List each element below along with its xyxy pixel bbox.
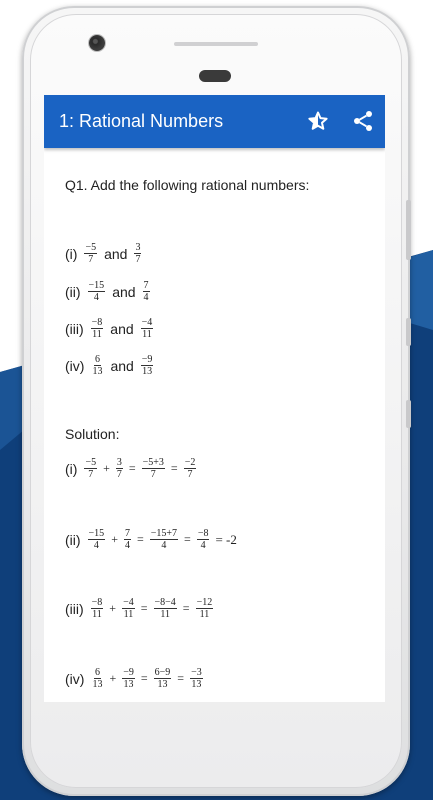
numerator: −2	[184, 457, 196, 468]
numerator: −5	[85, 457, 97, 468]
app-screen	[44, 95, 385, 702]
fraction	[124, 528, 131, 551]
denominator: 11	[142, 329, 152, 340]
plus-operator: +	[109, 601, 117, 615]
fraction	[116, 457, 123, 480]
fraction	[91, 597, 104, 620]
star-icon[interactable]	[306, 109, 330, 133]
fraction	[91, 317, 104, 340]
denominator: 7	[116, 469, 122, 480]
equals-operator: =	[140, 671, 148, 685]
numerator: −15+7	[150, 528, 178, 539]
app-bar	[44, 95, 385, 148]
denominator: 4	[143, 292, 149, 303]
denominator: 7	[88, 469, 94, 480]
denominator: 4	[124, 540, 130, 551]
question-item	[65, 280, 153, 303]
numerator: 6	[94, 354, 100, 365]
equals-operator: =	[140, 601, 148, 615]
solution-heading: Solution:	[65, 426, 120, 442]
solution-step	[65, 667, 212, 690]
denominator: 4	[93, 540, 99, 551]
numerator: 6	[94, 667, 100, 678]
question-item	[65, 242, 144, 265]
denominator: 7	[187, 469, 193, 480]
numerator: −12	[196, 597, 213, 608]
numerator: 6−9	[154, 667, 171, 678]
denominator: 13	[142, 366, 153, 377]
denominator: 7	[135, 254, 141, 265]
numerator: −15	[88, 280, 105, 291]
denominator: 13	[92, 679, 103, 690]
denominator: 4	[200, 540, 206, 551]
numerator: −9	[141, 354, 153, 365]
fraction	[88, 528, 106, 551]
fraction	[84, 457, 97, 480]
fraction	[91, 667, 103, 690]
item-label: (iv)	[65, 670, 85, 687]
joiner-text: and	[110, 320, 134, 337]
equals-operator: =	[184, 532, 191, 546]
numerator: −8	[91, 317, 103, 328]
joiner-text: and	[112, 283, 136, 300]
fraction	[122, 667, 135, 690]
numerator: 7	[143, 280, 149, 291]
item-label: (ii)	[65, 531, 81, 548]
solution-step	[65, 597, 222, 620]
fraction	[197, 528, 210, 551]
denominator: 7	[88, 254, 94, 265]
equals-operator: =	[128, 461, 136, 475]
denominator: 13	[123, 679, 134, 690]
numerator: −9	[123, 667, 134, 678]
fraction	[141, 354, 154, 377]
numerator: 7	[124, 528, 130, 539]
numerator: −3	[191, 667, 202, 678]
fraction	[196, 597, 214, 620]
numerator: −4	[141, 317, 153, 328]
question-item	[65, 317, 156, 340]
fraction	[88, 280, 106, 303]
equals-operator: =	[170, 461, 178, 475]
numerator: −8	[91, 597, 103, 608]
joiner-text: and	[110, 357, 134, 374]
item-label: (iii)	[65, 320, 84, 337]
volume-button	[406, 318, 411, 346]
front-camera	[89, 35, 105, 51]
denominator: 13	[157, 679, 168, 690]
fraction	[142, 457, 165, 480]
fraction	[122, 597, 135, 620]
question-item	[65, 354, 156, 377]
item-label: (i)	[65, 460, 78, 477]
denominator: 7	[150, 469, 156, 480]
item-label: (iii)	[65, 600, 84, 617]
equals-operator: =	[182, 601, 190, 615]
solution-step	[65, 457, 205, 480]
denominator: 11	[199, 609, 210, 620]
volume-button-lower	[406, 400, 411, 428]
denominator: 11	[92, 609, 102, 620]
item-label: (ii)	[65, 283, 81, 300]
fraction	[84, 242, 97, 265]
equals-operator: =	[177, 671, 185, 685]
denominator: 11	[123, 609, 134, 620]
app-bar-title: 1: Rational Numbers	[59, 111, 224, 131]
denominator: 13	[92, 366, 103, 377]
question-heading: Q1. Add the following rational numbers:	[65, 177, 310, 193]
earpiece-speaker	[174, 42, 258, 46]
plus-operator: +	[111, 532, 118, 546]
item-label: (i)	[65, 245, 78, 262]
denominator: 11	[160, 609, 170, 620]
fraction	[150, 528, 178, 551]
numerator: −5	[85, 242, 97, 253]
fraction	[184, 457, 197, 480]
fraction	[91, 354, 103, 377]
denominator: 4	[161, 540, 167, 551]
denominator: 4	[93, 292, 99, 303]
numerator: −4	[123, 597, 134, 608]
fraction	[134, 242, 141, 265]
plus-operator: +	[109, 671, 117, 685]
fraction	[190, 667, 203, 690]
fraction	[154, 667, 172, 690]
solution-step	[65, 528, 240, 551]
power-button	[406, 200, 411, 260]
proximity-sensor	[199, 70, 231, 82]
plus-operator: +	[103, 461, 110, 475]
result-text: = -2	[215, 531, 237, 547]
item-label: (iv)	[65, 357, 85, 374]
numerator: 3	[116, 457, 122, 468]
denominator: 13	[191, 679, 202, 690]
equals-operator: =	[136, 532, 144, 546]
numerator: −5+3	[142, 457, 164, 468]
numerator: −15	[88, 528, 105, 539]
numerator: −8	[197, 528, 209, 539]
fraction	[143, 280, 150, 303]
numerator: −8−4	[154, 597, 176, 608]
numerator: 3	[135, 242, 141, 253]
denominator: 11	[92, 329, 102, 340]
joiner-text: and	[104, 245, 128, 262]
fraction	[141, 317, 154, 340]
fraction	[154, 597, 177, 620]
share-icon[interactable]	[351, 109, 375, 133]
